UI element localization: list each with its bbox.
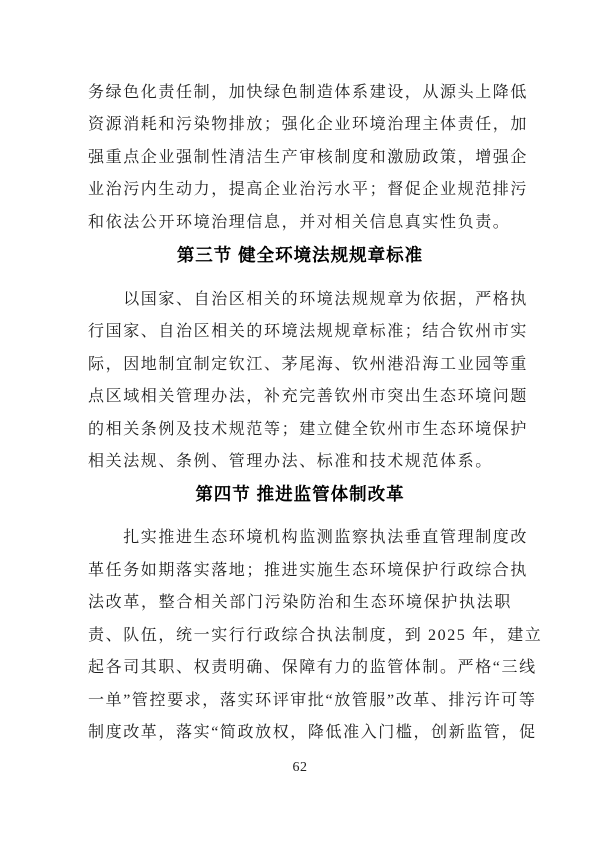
text-line: 起各司其职、权责明确、保障有力的监管体制。严格“三线: [88, 659, 537, 677]
page-number: 62: [292, 760, 308, 775]
text-line: 责、队伍，统一实行行政综合执法制度，到 2025 年，建立: [88, 626, 543, 644]
text-line: 法改革，整合相关部门污染防治和生态环境保护执法职: [88, 594, 512, 612]
paragraph-section-4: [88, 522, 543, 749]
paragraph-section-3: [88, 284, 529, 478]
text-line: 相关法规、条例、管理办法、标准和技术规范体系。: [88, 453, 493, 471]
text-line: 制度改革，落实“简政放权，降低准入门槛，创新监管，促: [88, 723, 537, 741]
page-body: [88, 77, 543, 749]
text-line: 行国家、自治区相关的环境法规规章标准；结合钦州市实: [88, 323, 529, 341]
text-line: 强重点企业强制性清洁生产审核制度和激励政策，增强企: [88, 148, 529, 166]
section-4-heading: 第四节 推进监管体制改革: [195, 484, 405, 505]
paragraph-continuation: [88, 77, 529, 239]
text-line: 一单”管控要求，落实环评审批“放管服”改革、排污许可等: [88, 691, 537, 709]
text-line: 革任务如期落实落地；推进实施生态环境保护行政综合执: [88, 561, 529, 579]
text-line: 业治污内生动力，提高企业治污水平；督促企业规范排污: [88, 181, 529, 199]
section-3-heading: 第三节 健全环境法规规章标准: [176, 245, 424, 266]
text-line: 际，因地制宜制定钦江、茅尾海、钦州港沿海工业园等重: [88, 355, 529, 373]
text-line: 和依法公开环境治理信息，并对相关信息真实性负责。: [88, 213, 511, 231]
text-line: 资源消耗和污染物排放；强化企业环境治理主体责任，加: [88, 116, 529, 134]
text-line: 以国家、自治区相关的环境法规规章为依据，严格执: [88, 291, 529, 309]
text-line: 扎实推进生态环境机构监测监察执法垂直管理制度改: [88, 529, 529, 547]
text-line: 的相关条例及技术规范等；建立健全钦州市生态环境保护: [88, 420, 529, 438]
text-line: 点区域相关管理办法，补充完善钦州市突出生态环境问题: [88, 388, 529, 406]
text-line: 务绿色化责任制，加快绿色制造体系建设，从源头上降低: [88, 84, 529, 101]
